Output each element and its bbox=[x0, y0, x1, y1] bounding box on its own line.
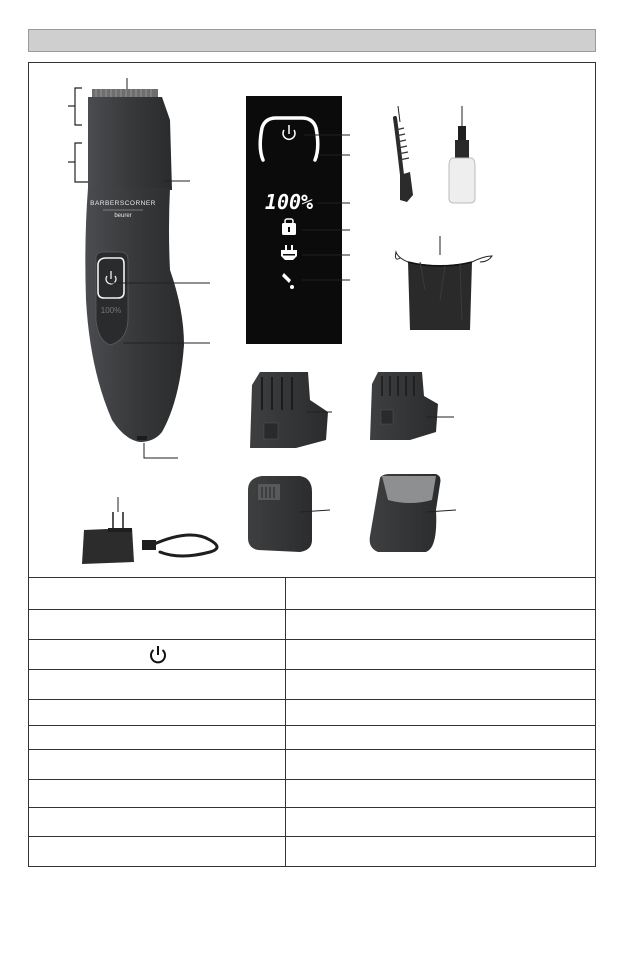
power-adapter bbox=[82, 497, 134, 564]
table-cell-left bbox=[28, 700, 285, 725]
table-cell-left bbox=[28, 578, 285, 609]
table-cell-left bbox=[28, 726, 285, 749]
cleaning-brush bbox=[395, 106, 413, 202]
bracket-lower bbox=[68, 143, 90, 182]
trimmer-blade bbox=[92, 89, 158, 97]
table-row bbox=[28, 669, 596, 699]
table-row bbox=[28, 725, 596, 749]
usb-cable bbox=[142, 535, 217, 556]
table-cell-right bbox=[285, 700, 596, 725]
table-cell-left bbox=[28, 640, 285, 669]
table-cell-right bbox=[285, 808, 596, 836]
table-cell-left bbox=[28, 808, 285, 836]
foil-shaver-attachment bbox=[370, 474, 456, 552]
power-icon bbox=[146, 643, 170, 667]
table-row bbox=[28, 577, 596, 609]
table-cell-right bbox=[285, 610, 596, 639]
table-row bbox=[28, 699, 596, 725]
table-cell-right bbox=[285, 750, 596, 779]
table-cell-left bbox=[28, 750, 285, 779]
trimmer-brand: beurer bbox=[114, 213, 132, 219]
table-row bbox=[28, 836, 596, 867]
display-battery-percent: 100% bbox=[264, 190, 314, 214]
precision-attachment bbox=[248, 476, 330, 552]
bracket-upper bbox=[68, 88, 82, 125]
table-cell-right bbox=[285, 670, 596, 699]
table-cell-right bbox=[285, 726, 596, 749]
table-cell-left bbox=[28, 837, 285, 866]
table-row bbox=[28, 639, 596, 669]
oil-bottle bbox=[449, 106, 475, 203]
table-cell-right bbox=[285, 837, 596, 866]
table-cell-right bbox=[285, 640, 596, 669]
table-cell-left bbox=[28, 780, 285, 807]
table-cell-left bbox=[28, 670, 285, 699]
trimmer-device bbox=[85, 89, 184, 442]
storage-pouch bbox=[396, 236, 493, 330]
table-row bbox=[28, 779, 596, 807]
table-cell-right bbox=[285, 578, 596, 609]
table-cell-right bbox=[285, 780, 596, 807]
trimmer-display-readout: 100% bbox=[100, 306, 122, 315]
comb-attachment-2 bbox=[370, 372, 454, 440]
trimmer-product-name: BARBERSCORNER bbox=[90, 200, 156, 207]
table-cell-left bbox=[28, 610, 285, 639]
comb-attachment-1 bbox=[250, 372, 332, 448]
table-row bbox=[28, 609, 596, 639]
table-row bbox=[28, 807, 596, 836]
table-row bbox=[28, 749, 596, 779]
